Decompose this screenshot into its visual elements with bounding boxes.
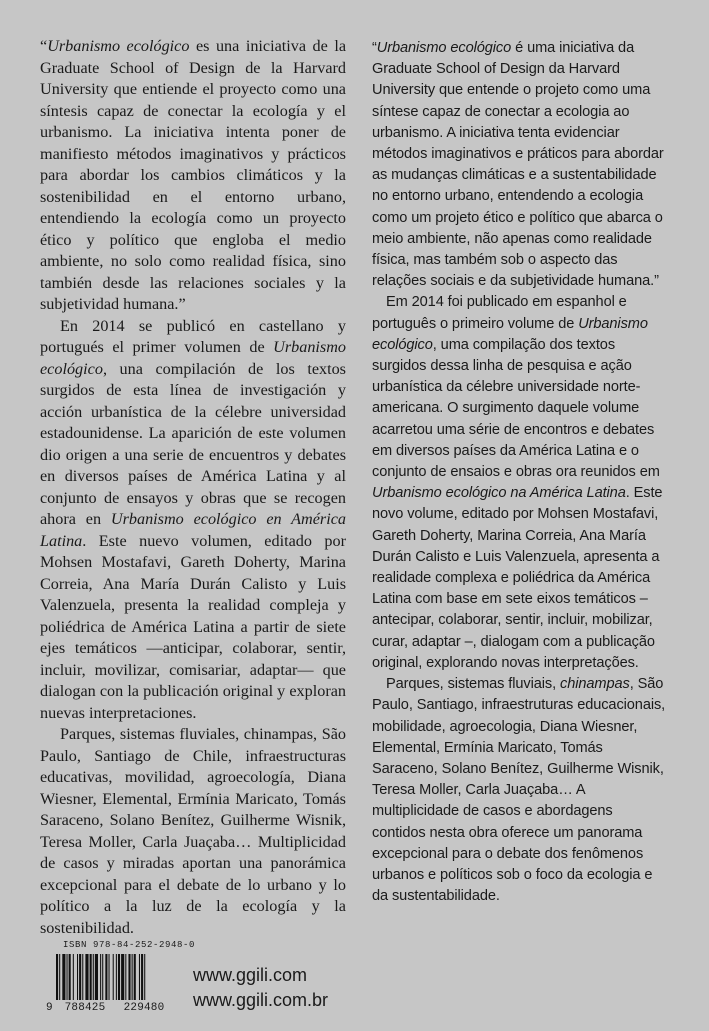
- text-span: En 2014 se publicó en castellano y portugués el primer volumen de: [40, 316, 346, 356]
- book-title-italic: Urbanismo ecológico: [40, 338, 346, 378]
- portuguese-paragraph-2: [372, 292, 669, 674]
- text-span: , una compilación de los textos surgidos de esta línea de investigación y acción urbanística de la célebre universidad estadounidense. La aparición de este volumen dio origen a una serie de encuentros y debates en diversos países de América Latina y al conjunto de ensayos y obras que se recogen ahora en: [40, 359, 346, 528]
- text-span: , uma compilação dos textos surgidos dessa linha de pesquisa e ação urbanística da célebre universidade norte-americana. O surgimento daquele volume acarretou uma série de encontros e debates em diversos países da América Latina e o conjunto de ensaios e obras ora reunidos em: [372, 336, 660, 481]
- book-title-italic: Urbanismo ecológico na América Latina: [372, 485, 626, 502]
- book-title-italic: Urbanismo ecológico: [376, 40, 512, 56]
- text-span: Em 2014 foi publicado em espanhol e português o primeiro volume de: [372, 294, 627, 332]
- website-url-com[interactable]: www.ggili.com: [193, 965, 308, 985]
- website-url-com-br[interactable]: www.ggili.com.br: [193, 990, 329, 1010]
- spanish-paragraph-3: Parques, sistemas fluviales, chinampas, São Paulo, Santiago de Chile, infraestructuras educativas, movilidad, agroecología, Diana Wiesner, Elemental, Ermínia Maricato, Tomás Saraceno, Solano Benítez, Guilherme Wisnik, Teresa Moller, Carla Juaçaba… Multiplicidad de casos y miradas aportan una panorámica excepcional para el debate de lo urbano y lo político a la luz de la ecología y la sostenibilidad.: [40, 725, 346, 937]
- chinampas-italic: chinampas: [560, 676, 630, 693]
- text-span: es una iniciativa de la Graduate School of Design de la Harvard University que entiende el proyecto como una síntesis capaz de conectar la ecología y el urbanismo. La iniciativa intenta poner de manifiesto métodos imaginativos y prácticos para abordar los cambios climáticos y la sostenibilidad en el entorno urbano, entendiendo la ecología como un proyecto ético y político que engloba el medio ambiente, no solo como realidad física, sino también desde las relaciones sociales y la subjetividad humana.”: [40, 37, 347, 313]
- text-span: é uma iniciativa da Graduate School of Design da Harvard University que entende o projeto como uma síntese capaz de conectar a ecologia ao urbanismo. A iniciativa tenta evidenciar métodos imaginativos e práticos para abordar as mudanças climáticas e a sustentabilidade no entorno urbano, entendendo a ecologia como um projeto ético e político que abarca o meio ambiente, não apenas como realidade física, mas também sob o aspecto das relações sociais e da subjetividade humana.”: [372, 40, 664, 290]
- barcode-digits: [46, 1002, 178, 1014]
- portuguese-text-column: [372, 38, 669, 907]
- portuguese-paragraph-1: [372, 38, 669, 292]
- book-title-italic: Urbanismo ecológico en América Latina: [40, 510, 346, 550]
- book-title-italic: Urbanismo ecológico: [47, 37, 190, 55]
- barcode-digits-right: 229480: [123, 1002, 165, 1014]
- text-span: . Este novo volume, editado por Mohsen Mostafavi, Gareth Doherty, Marina Correia, Ana María Durán Calisto e Luis Valenzuela, apresenta a realidade complexa e poliédrica da América Latina com base em sete eixos temáticos – antecipar, colaborar, sentir, incluir, mobilizar, curar, adaptar –, dialogam com a publicação original, explorando novas interpretações.: [372, 485, 663, 671]
- text-span: “: [40, 37, 48, 55]
- barcode-digit-first: 9: [46, 1002, 53, 1014]
- text-span: , São Paulo, Santiago, infraestruturas educacionais, mobilidade, agroecologia, Diana Wiesner, Elemental, Ermínia Maricato, Tomás Saraceno, Solano Benítez, Guilherme Wisnik, Teresa Moller, Carla Juaçaba… A multiplicidade de casos e abordagens contidos nesta obra oferece um panorama excepcional para o debate dos fenômenos urbanos e políticos sob o foco da ecologia e da sustentabilidade.: [372, 676, 666, 905]
- spanish-paragraph-1: [40, 36, 346, 316]
- portuguese-paragraph-3: [372, 674, 669, 907]
- text-span: “: [372, 40, 377, 56]
- spanish-text-column: [40, 36, 346, 939]
- isbn-label: ISBN 978-84-252-2948-0: [63, 940, 196, 950]
- text-span: Parques, sistemas fluviais,: [386, 676, 561, 693]
- spanish-paragraph-2: [40, 316, 346, 725]
- text-span: . Este nuevo volumen, editado por Mohsen Mostafavi, Gareth Doherty, Marina Correia, Ana María Durán Calisto y Luis Valenzuela, presenta la realidad compleja y poliédrica de América Latina a partir de siete ejes temáticos —anticipar, colaborar, sentir, incluir, movilizar, comisariar, adaptar— que dialogan con la publicación original y exploran nuevas interpretaciones.: [40, 531, 346, 722]
- barcode-digits-left: 788425: [64, 1002, 106, 1014]
- book-title-italic: Urbanismo ecológico: [372, 315, 648, 353]
